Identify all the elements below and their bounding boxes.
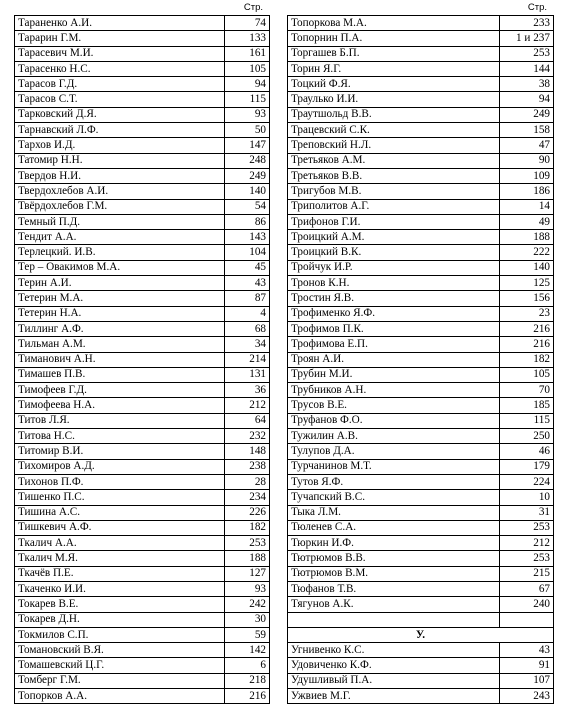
page-number: 158 xyxy=(500,123,554,138)
page-number: 147 xyxy=(225,138,270,153)
index-row xyxy=(288,245,554,260)
page-number: 224 xyxy=(500,474,554,489)
page-number: 93 xyxy=(225,581,270,596)
index-row xyxy=(288,520,554,535)
page-number: 50 xyxy=(225,123,270,138)
page-number: 90 xyxy=(500,153,554,168)
person-name: Тронов К.Н. xyxy=(288,276,500,291)
index-row xyxy=(288,383,554,398)
person-name: Тиманович А.Н. xyxy=(15,352,225,367)
person-name: Томановский В.Я. xyxy=(15,643,225,658)
person-name: Тютрюмов В.В. xyxy=(288,551,500,566)
person-name: Тер – Овакимов М.А. xyxy=(15,260,225,275)
index-row xyxy=(15,444,270,459)
page-number: 43 xyxy=(500,643,554,658)
person-name: Удовиченко К.Ф. xyxy=(288,658,500,673)
person-name: Тендит А.А. xyxy=(15,230,225,245)
index-row xyxy=(288,551,554,566)
index-row xyxy=(288,260,554,275)
index-row xyxy=(15,276,270,291)
page-number: 253 xyxy=(500,520,554,535)
page-number: 248 xyxy=(225,153,270,168)
person-name: Твердохлебов А.И. xyxy=(15,184,225,199)
page-number: 253 xyxy=(500,46,554,61)
person-name: Томберг Г.М. xyxy=(15,673,225,688)
person-name: Тихомиров А.Д. xyxy=(15,459,225,474)
person-name: Татомир Н.Н. xyxy=(15,153,225,168)
page-number: 23 xyxy=(500,306,554,321)
index-row xyxy=(15,107,270,122)
page-number: 249 xyxy=(225,168,270,183)
index-row xyxy=(288,276,554,291)
person-name: Треповский Н.Л. xyxy=(288,138,500,153)
index-row xyxy=(15,536,270,551)
page-number: 36 xyxy=(225,383,270,398)
page-number: 45 xyxy=(225,260,270,275)
person-name: Торгашев Б.П. xyxy=(288,46,500,61)
person-name: Третьяков А.М. xyxy=(288,153,500,168)
person-name: Трусов В.Е. xyxy=(288,398,500,413)
index-row xyxy=(288,107,554,122)
page-number: 31 xyxy=(500,505,554,520)
person-name: Ткаченко И.И. xyxy=(15,581,225,596)
person-name: Тройчук И.Р. xyxy=(288,260,500,275)
person-name: Томашевский Ц.Г. xyxy=(15,658,225,673)
index-row xyxy=(288,61,554,76)
page-number: 46 xyxy=(500,444,554,459)
index-row xyxy=(288,291,554,306)
page-number: 115 xyxy=(225,92,270,107)
section-row xyxy=(288,627,554,642)
person-name: Токарев Д.Н. xyxy=(15,612,225,627)
page-number: 125 xyxy=(500,276,554,291)
page-number: 14 xyxy=(500,199,554,214)
person-name: Топорков А.А. xyxy=(15,689,225,704)
page-number: 250 xyxy=(500,429,554,444)
index-row xyxy=(15,245,270,260)
index-row xyxy=(288,337,554,352)
right-index-table xyxy=(287,15,554,704)
page-number: 156 xyxy=(500,291,554,306)
person-name: Удушливый П.А. xyxy=(288,673,500,688)
page-number: 188 xyxy=(225,551,270,566)
index-row xyxy=(288,214,554,229)
page-number: 59 xyxy=(225,627,270,642)
page-number: 212 xyxy=(500,536,554,551)
person-name: Ткалич А.А. xyxy=(15,536,225,551)
page-number: 133 xyxy=(225,31,270,46)
page-number: 109 xyxy=(500,168,554,183)
index-row xyxy=(15,61,270,76)
page-number: 240 xyxy=(500,597,554,612)
page-number: 249 xyxy=(500,107,554,122)
page-number: 107 xyxy=(500,673,554,688)
page-number xyxy=(500,612,554,627)
person-name: Трубников А.Н. xyxy=(288,383,500,398)
index-row xyxy=(288,46,554,61)
person-name: Токмилов С.П. xyxy=(15,627,225,642)
index-row xyxy=(288,413,554,428)
page-number: 232 xyxy=(225,429,270,444)
page-number: 182 xyxy=(225,520,270,535)
left-page-header: Стр. xyxy=(243,2,263,13)
page-number: 216 xyxy=(500,321,554,336)
page-number: 179 xyxy=(500,459,554,474)
person-name: Токарев В.Е. xyxy=(15,597,225,612)
person-name: Тишина А.С. xyxy=(15,505,225,520)
index-row xyxy=(15,398,270,413)
index-row xyxy=(15,429,270,444)
index-row xyxy=(288,658,554,673)
index-row xyxy=(15,566,270,581)
index-row xyxy=(15,199,270,214)
page-number: 186 xyxy=(500,184,554,199)
page-number: 234 xyxy=(225,490,270,505)
page-number: 140 xyxy=(500,260,554,275)
index-row xyxy=(15,77,270,92)
person-name: Траулько И.И. xyxy=(288,92,500,107)
page-number: 54 xyxy=(225,199,270,214)
person-name: Третьяков В.В. xyxy=(288,168,500,183)
person-name: Траутшольд В.В. xyxy=(288,107,500,122)
person-name: Труфанов Ф.О. xyxy=(288,413,500,428)
index-row xyxy=(15,153,270,168)
page-number: 253 xyxy=(500,551,554,566)
page-number: 238 xyxy=(225,459,270,474)
index-row xyxy=(15,306,270,321)
left-column xyxy=(14,0,269,704)
person-name: Тарасов С.Т. xyxy=(15,92,225,107)
index-row xyxy=(15,520,270,535)
person-name: Титомир В.И. xyxy=(15,444,225,459)
index-row xyxy=(15,643,270,658)
index-row xyxy=(15,627,270,642)
person-name: Тихонов П.Ф. xyxy=(15,474,225,489)
page-number: 182 xyxy=(500,352,554,367)
person-name: Темный П.Д. xyxy=(15,214,225,229)
index-row xyxy=(15,291,270,306)
person-name: Торин Я.Г. xyxy=(288,61,500,76)
person-name xyxy=(288,612,500,627)
person-name: Тетерин Н.А. xyxy=(15,306,225,321)
index-row xyxy=(15,123,270,138)
person-name: Ткачёв П.Е. xyxy=(15,566,225,581)
index-row xyxy=(288,92,554,107)
index-row xyxy=(288,306,554,321)
index-row xyxy=(15,597,270,612)
person-name: Тарарин Г.М. xyxy=(15,31,225,46)
page-number: 143 xyxy=(225,230,270,245)
person-name: Тучапский В.С. xyxy=(288,490,500,505)
index-row xyxy=(15,214,270,229)
page-number: 242 xyxy=(225,597,270,612)
page-number: 10 xyxy=(500,490,554,505)
index-row xyxy=(15,658,270,673)
person-name: Троян А.И. xyxy=(288,352,500,367)
page-number: 91 xyxy=(500,658,554,673)
person-name: Троицкий В.К. xyxy=(288,245,500,260)
page-number: 4 xyxy=(225,306,270,321)
person-name: Тулупов Д.А. xyxy=(288,444,500,459)
person-name: Тарнавский Л.Ф. xyxy=(15,123,225,138)
person-name: Тужилин А.В. xyxy=(288,429,500,444)
page-number: 148 xyxy=(225,444,270,459)
index-row xyxy=(288,321,554,336)
index-row xyxy=(288,367,554,382)
person-name: Трофименко Я.Ф. xyxy=(288,306,500,321)
index-row xyxy=(15,16,270,31)
page-number: 34 xyxy=(225,337,270,352)
page-number: 94 xyxy=(225,77,270,92)
index-row xyxy=(288,31,554,46)
index-row xyxy=(288,643,554,658)
index-row xyxy=(15,337,270,352)
person-name: Тимашев П.В. xyxy=(15,367,225,382)
person-name: Тростин Я.В. xyxy=(288,291,500,306)
person-name: Тишкевич А.Ф. xyxy=(15,520,225,535)
person-name: Топорнин П.А. xyxy=(288,31,500,46)
page-number: 215 xyxy=(500,566,554,581)
person-name: Тиллинг А.Ф. xyxy=(15,321,225,336)
person-name: Тягунов А.К. xyxy=(288,597,500,612)
page-number: 142 xyxy=(225,643,270,658)
index-row xyxy=(288,597,554,612)
index-row xyxy=(288,123,554,138)
page-number: 216 xyxy=(500,337,554,352)
person-name: Тютрюмов В.М. xyxy=(288,566,500,581)
index-row xyxy=(15,31,270,46)
index-row xyxy=(288,612,554,627)
page-number: 185 xyxy=(500,398,554,413)
page-number: 93 xyxy=(225,107,270,122)
page-number: 216 xyxy=(225,689,270,704)
index-row xyxy=(15,260,270,275)
person-name: Терлецкий. И.В. xyxy=(15,245,225,260)
index-row xyxy=(288,352,554,367)
index-row xyxy=(15,230,270,245)
page-number: 94 xyxy=(500,92,554,107)
page-number: 233 xyxy=(500,16,554,31)
page-number: 49 xyxy=(500,214,554,229)
index-row xyxy=(288,581,554,596)
index-row xyxy=(15,459,270,474)
page-number: 140 xyxy=(225,184,270,199)
person-name: Трубин М.И. xyxy=(288,367,500,382)
person-name: Трофимова Е.П. xyxy=(288,337,500,352)
page-number: 67 xyxy=(500,581,554,596)
page-number: 68 xyxy=(225,321,270,336)
page-number: 253 xyxy=(225,536,270,551)
index-row xyxy=(288,474,554,489)
person-name: Тарасевич М.И. xyxy=(15,46,225,61)
page-number: 87 xyxy=(225,291,270,306)
page-number: 38 xyxy=(500,77,554,92)
page-number: 127 xyxy=(225,566,270,581)
page-number: 218 xyxy=(225,673,270,688)
index-row xyxy=(288,199,554,214)
person-name: Тюркин И.Ф. xyxy=(288,536,500,551)
page-number: 214 xyxy=(225,352,270,367)
index-row xyxy=(15,383,270,398)
person-name: Тильман А.М. xyxy=(15,337,225,352)
page-number: 104 xyxy=(225,245,270,260)
person-name: Тетерин М.А. xyxy=(15,291,225,306)
index-row xyxy=(288,16,554,31)
person-name: Угнивенко К.С. xyxy=(288,643,500,658)
index-row xyxy=(288,168,554,183)
person-name: Тарковский Д.Я. xyxy=(15,107,225,122)
person-name: Трифонов Г.И. xyxy=(288,214,500,229)
person-name: Терин А.И. xyxy=(15,276,225,291)
person-name: Тараненко А.И. xyxy=(15,16,225,31)
index-row xyxy=(15,138,270,153)
person-name: Титова Н.С. xyxy=(15,429,225,444)
index-row xyxy=(288,505,554,520)
page-number: 70 xyxy=(500,383,554,398)
index-row xyxy=(288,536,554,551)
page-number: 243 xyxy=(500,689,554,704)
person-name: Тутов Я.Ф. xyxy=(288,474,500,489)
page-number: 144 xyxy=(500,61,554,76)
person-name: Тюленев С.А. xyxy=(288,520,500,535)
index-row xyxy=(288,230,554,245)
page-number: 105 xyxy=(225,61,270,76)
index-row xyxy=(15,321,270,336)
index-row xyxy=(288,673,554,688)
index-row xyxy=(288,459,554,474)
page-number: 64 xyxy=(225,413,270,428)
person-name: Троицкий А.М. xyxy=(288,230,500,245)
index-row xyxy=(15,413,270,428)
page-number: 226 xyxy=(225,505,270,520)
index-row xyxy=(15,505,270,520)
index-row xyxy=(288,429,554,444)
person-name: Твердов Н.И. xyxy=(15,168,225,183)
index-row xyxy=(288,444,554,459)
page-number: 105 xyxy=(500,367,554,382)
person-name: Титов Л.Я. xyxy=(15,413,225,428)
person-name: Топоркова М.А. xyxy=(288,16,500,31)
person-name: Тоцкий Ф.Я. xyxy=(288,77,500,92)
index-row xyxy=(288,138,554,153)
person-name: Триполитов А.Г. xyxy=(288,199,500,214)
person-name: Ткалич М.Я. xyxy=(15,551,225,566)
right-column xyxy=(287,0,553,704)
person-name: Тарасов Г.Д. xyxy=(15,77,225,92)
index-row xyxy=(15,490,270,505)
page-number: 43 xyxy=(225,276,270,291)
page-number: 131 xyxy=(225,367,270,382)
person-name: Тюфанов Т.В. xyxy=(288,581,500,596)
index-row xyxy=(15,367,270,382)
person-name: Ужвиев М.Г. xyxy=(288,689,500,704)
index-row xyxy=(15,352,270,367)
page-number: 212 xyxy=(225,398,270,413)
person-name: Трофимов П.К. xyxy=(288,321,500,336)
person-name: Турчанинов М.Т. xyxy=(288,459,500,474)
index-row xyxy=(15,581,270,596)
person-name: Тыка Л.М. xyxy=(288,505,500,520)
index-row xyxy=(15,474,270,489)
index-row xyxy=(288,153,554,168)
person-name: Тригубов М.В. xyxy=(288,184,500,199)
index-row xyxy=(15,184,270,199)
page-number: 6 xyxy=(225,658,270,673)
index-row xyxy=(288,689,554,704)
page-number: 188 xyxy=(500,230,554,245)
left-index-table xyxy=(14,15,270,704)
page-number: 28 xyxy=(225,474,270,489)
page-number: 47 xyxy=(500,138,554,153)
index-row xyxy=(15,168,270,183)
page-number: 222 xyxy=(500,245,554,260)
person-name: Тарасенко Н.С. xyxy=(15,61,225,76)
person-name: Тимофеева Н.А. xyxy=(15,398,225,413)
index-row xyxy=(15,689,270,704)
right-page-header: Стр. xyxy=(527,2,547,13)
index-row xyxy=(15,46,270,61)
index-row xyxy=(15,551,270,566)
page-number: 115 xyxy=(500,413,554,428)
index-row xyxy=(15,612,270,627)
section-letter: У. xyxy=(288,627,554,642)
index-row xyxy=(288,490,554,505)
person-name: Трацевский С.К. xyxy=(288,123,500,138)
index-row xyxy=(288,398,554,413)
person-name: Твёрдохлебов Г.М. xyxy=(15,199,225,214)
page-number: 1 и 237 xyxy=(500,31,554,46)
index-row xyxy=(288,77,554,92)
index-row xyxy=(288,184,554,199)
page-number: 74 xyxy=(225,16,270,31)
page-number: 161 xyxy=(225,46,270,61)
page-number: 30 xyxy=(225,612,270,627)
index-row xyxy=(288,566,554,581)
index-row xyxy=(15,673,270,688)
person-name: Тимофеев Г.Д. xyxy=(15,383,225,398)
page-number: 86 xyxy=(225,214,270,229)
person-name: Тархов И.Д. xyxy=(15,138,225,153)
person-name: Тишенко П.С. xyxy=(15,490,225,505)
index-row xyxy=(15,92,270,107)
